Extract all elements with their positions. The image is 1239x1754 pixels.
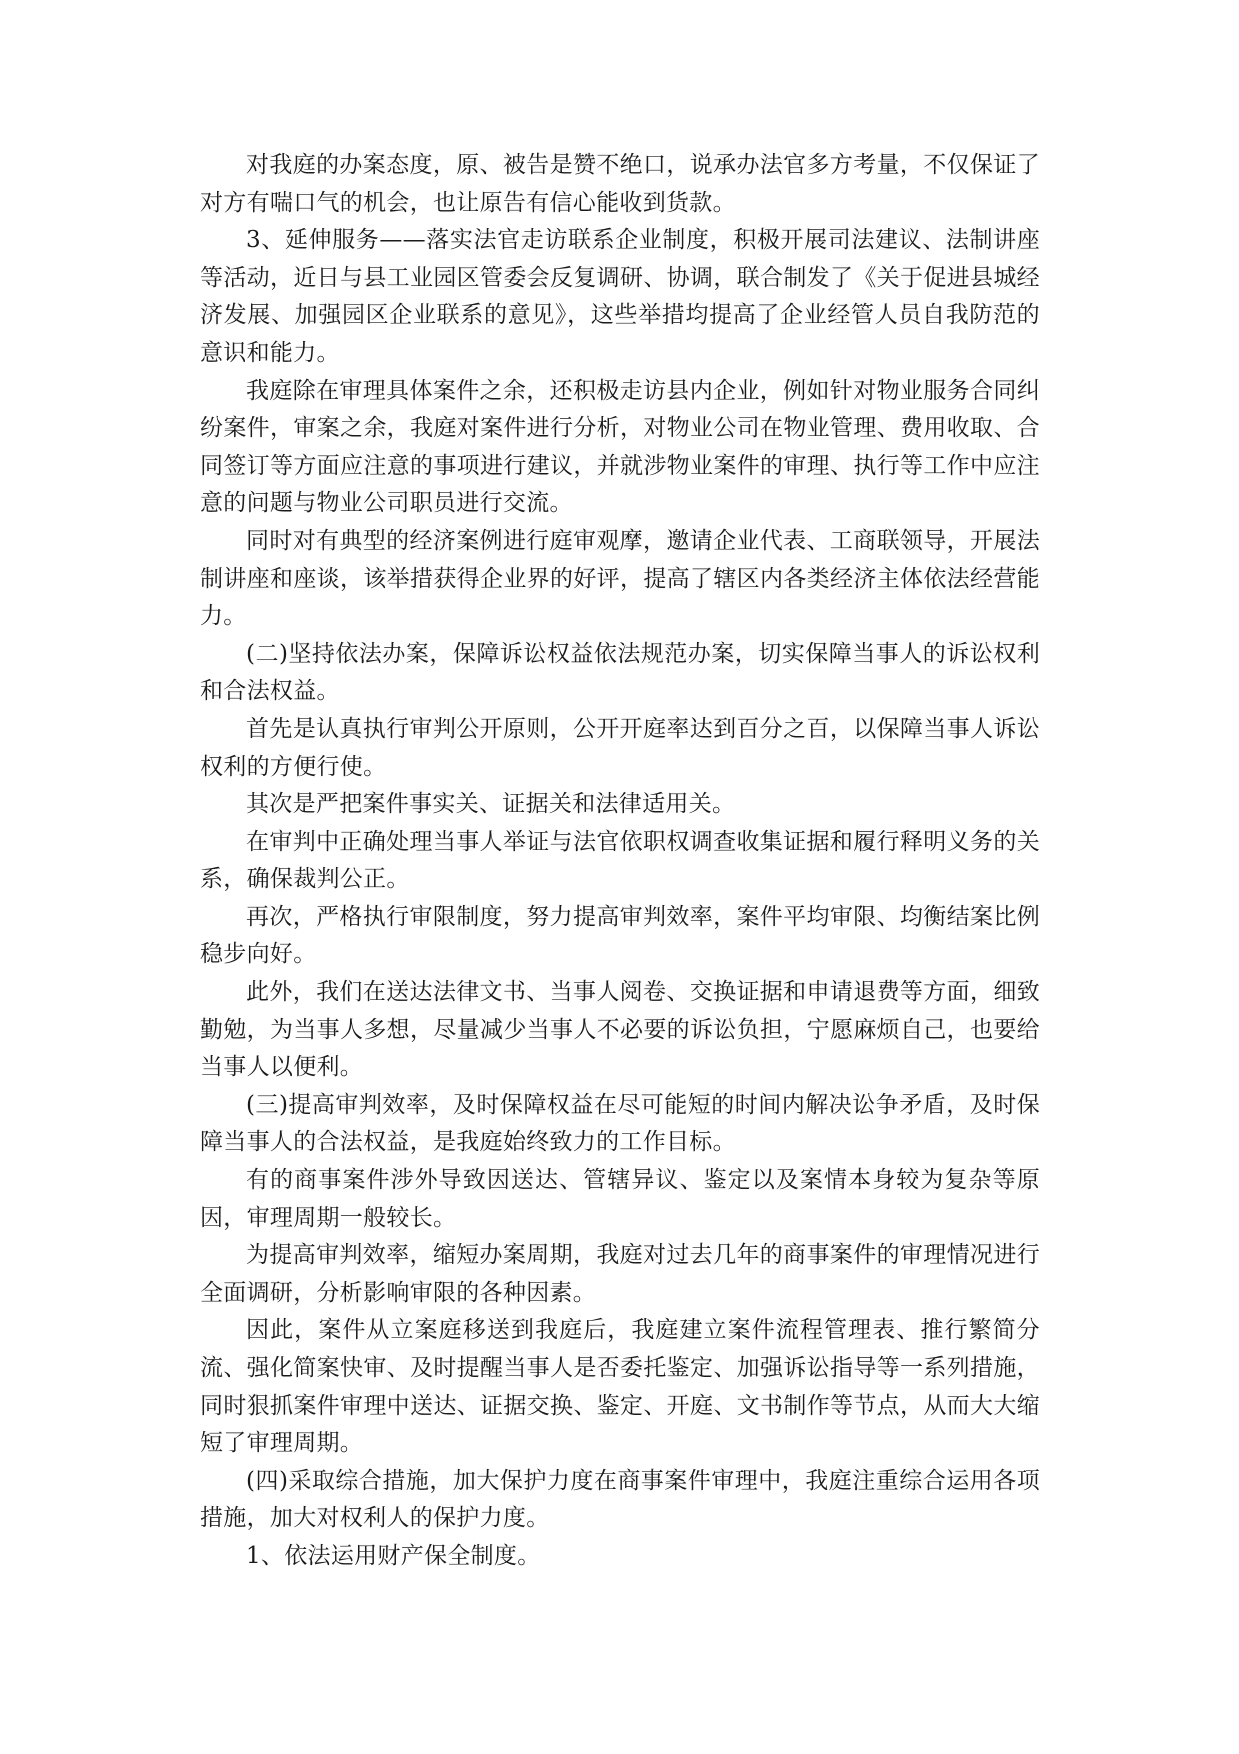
section-heading-paragraph: (三)提高审判效率，及时保障权益在尽可能短的时间内解决讼争矛盾，及时保障当事人的合法权益，是我庭始终致力的工作目标。 — [200, 1091, 1040, 1156]
paragraph: 此外，我们在送达法律文书、当事人阅卷、交换证据和申请退费等方面，细致勤勉，为当事人多想，尽量减少当事人不必要的诉讼负担，宁愿麻烦自己，也要给当事人以便利。 — [200, 979, 1040, 1081]
list-item-paragraph: 1、依法运用财产保全制度。 — [246, 1542, 541, 1569]
section-heading-paragraph: (四)采取综合措施，加大保护力度在商事案件审理中，我庭注重综合运用各项措施，加大对权利人的保护力度。 — [200, 1467, 1040, 1532]
paragraph: 同时对有典型的经济案例进行庭审观摩，邀请企业代表、工商联领导，开展法制讲座和座谈，该举措获得企业界的好评，提高了辖区内各类经济主体依法经营能力。 — [200, 527, 1040, 630]
paragraph: 其次是严把案件事实关、证据关和法律适用关。 — [246, 791, 736, 818]
paragraph: 在审判中正确处理当事人举证与法官依职权调查收集证据和履行释明义务的关系，确保裁判公正。 — [200, 828, 1040, 893]
paragraph: 为提高审判效率，缩短办案周期，我庭对过去几年的商事案件的审理情况进行全面调研，分析影响审限的各种因素。 — [200, 1242, 1040, 1306]
paragraph: 再次，严格执行审限制度，努力提高审判效率，案件平均审限、均衡结案比例稳步向好。 — [200, 903, 1040, 968]
paragraph: 有的商事案件涉外导致因送达、管辖异议、鉴定以及案情本身较为复杂等原因，审理周期一般较长。 — [200, 1167, 1040, 1231]
paragraph: 因此，案件从立案庭移送到我庭后，我庭建立案件流程管理表、推行繁简分流、强化简案快审、及时提醒当事人是否委托鉴定、加强诉讼指导等一系列措施，同时狠抓案件审理中送达、证据交换、鉴定、开庭、文书制作等节点，从而大大缩短了审理周期。 — [200, 1317, 1040, 1457]
paragraph: 我庭除在审理具体案件之余，还积极走访县内企业，例如针对物业服务合同纠纷案件，审案之余，我庭对案件进行分析，对物业公司在物业管理、费用收取、合同签订等方面应注意的事项进行建议，并就涉物业案件的审理、执行等工作中应注意的问题与物业公司职员进行交流。 — [200, 377, 1040, 517]
paragraph: 3、延伸服务——落实法官走访联系企业制度，积极开展司法建议、法制讲座等活动，近日与县工业园区管委会反复调研、协调，联合制发了《关于促进县城经济发展、加强园区企业联系的意见》，这些举措均提高了企业经管人员自我防范的意识和能力。 — [200, 227, 1040, 366]
paragraph: 对我庭的办案态度，原、被告是赞不绝口，说承办法官多方考量，不仅保证了对方有喘口气的机会，也让原告有信心能收到货款。 — [200, 152, 1040, 216]
section-heading-paragraph: (二)坚持依法办案，保障诉讼权益依法规范办案，切实保障当事人的诉讼权利和合法权益。 — [200, 640, 1040, 705]
document-body — [200, 147, 1040, 1576]
paragraph: 首先是认真执行审判公开原则，公开开庭率达到百分之百，以保障当事人诉讼权利的方便行使。 — [200, 715, 1040, 780]
